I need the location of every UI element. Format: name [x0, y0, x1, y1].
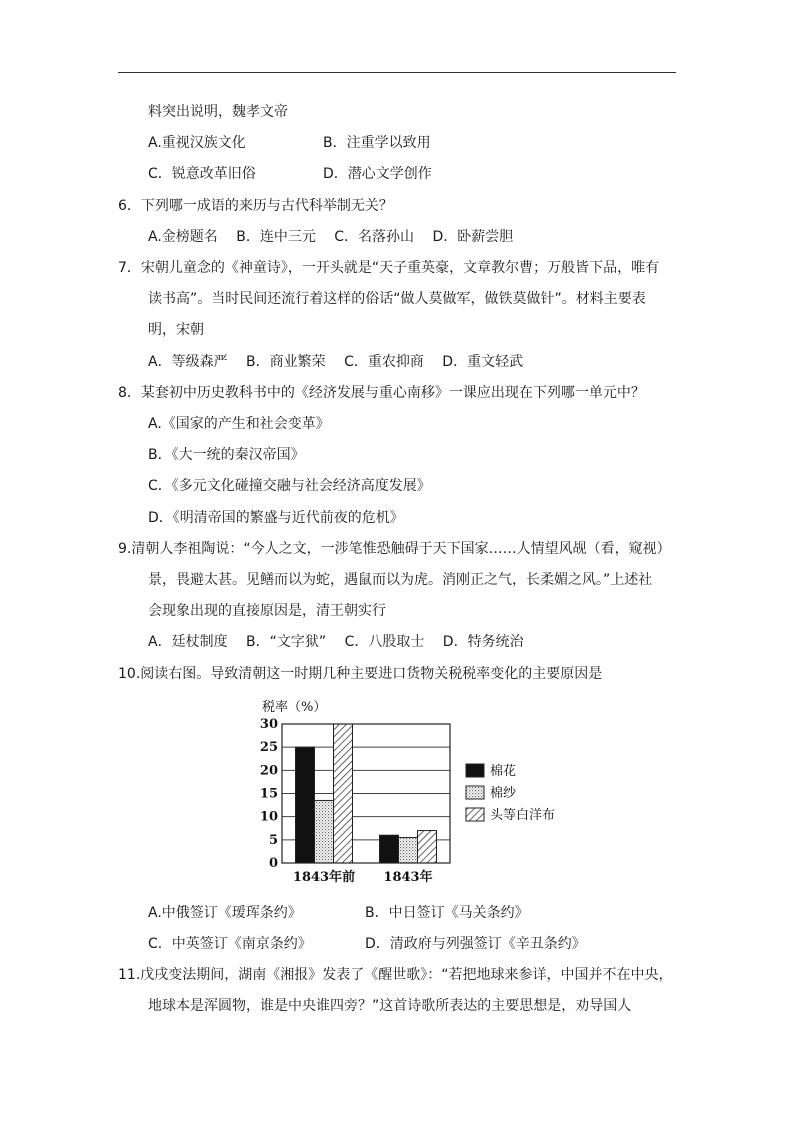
q5-option-a: A.重视汉族文化 [148, 135, 246, 151]
q7-options: A．等级森严 B．商业繁荣 C．重农抑商 D．重文轻武 [148, 354, 524, 370]
x-tick-0: 1843年前 [292, 870, 356, 885]
q9-stem-line1: 9.清朝人李祖陶说：“今人之文，一涉笔惟恐触碍于天下国家……人情望风觇（看，窥视） [118, 541, 671, 557]
y-tick-30: 30 [259, 717, 278, 732]
q5-option-b: B．注重学以致用 [323, 135, 431, 151]
bar-1-2 [418, 831, 437, 863]
bar-0-1 [315, 800, 334, 863]
q11-stem-line2: 地球本是浑圆物，谁是中央谁四旁？”这首诗歌所表达的主要思想是，劝导国人 [148, 998, 632, 1014]
q9-stem-line3: 会现象出现的直接原因是，清王朝实行 [148, 603, 386, 619]
x-tick-1: 1843年 [383, 870, 433, 885]
q9-stem-line2: 景，畏避太甚。见鳝而以为蛇，遇鼠而以为虎。消刚正之气，长柔媚之风。”上述社 [148, 572, 653, 588]
legend-swatch-0 [466, 764, 484, 777]
header-rule [118, 72, 676, 73]
q7-stem-line1: 7．宋朝儿童念的《神童诗》，一开头就是“天子重英豪，文章教尔曹；万般皆下品，唯有 [118, 260, 660, 276]
legend-label-2: 头等白洋布 [490, 808, 556, 823]
y-tick-5: 5 [268, 832, 278, 848]
q8-option-d: D．《明清帝国的繁盛与近代前夜的危机》 [148, 510, 404, 526]
q10-option-a: A.中俄签订《瑷珲条约》 [148, 905, 302, 921]
bar-0-2 [334, 724, 353, 863]
q8-stem: 8．某套初中历史教科书中的《经济发展与重心南移》一课应出现在下列哪一单元中？ [118, 385, 645, 401]
legend-label-1: 棉纱 [490, 786, 517, 801]
y-tick-20: 20 [259, 763, 278, 779]
q5-option-c: C．锐意改革旧俗 [148, 166, 256, 182]
q7-stem-line3: 明，宋朝 [148, 322, 204, 338]
legend-swatch-1 [466, 786, 484, 799]
q8-option-b: B．《大一统的秦汉帝国》 [148, 447, 305, 463]
q6-stem: 6．下列哪一成语的来历与古代科举制无关？ [118, 198, 393, 214]
bar-1-0 [380, 835, 399, 863]
q5-stem-tail: 料突出说明，魏孝文帝 [148, 104, 288, 120]
y-tick-15: 15 [259, 786, 278, 802]
q8-option-a: A.《国家的产生和社会变革》 [148, 416, 330, 432]
q10-option-c: C．中英签订《南京条约》 [148, 936, 312, 952]
y-tick-0: 0 [268, 856, 278, 871]
q9-options: A．廷杖制度 B．“文字狱” C．八股取士 D．特务统治 [148, 634, 524, 650]
q6-options: A.金榜题名 B．连中三元 C．名落孙山 D．卧薪尝胆 [148, 229, 514, 245]
tariff-bar-chart [256, 694, 556, 886]
q11-stem-line1: 11.戊戌变法期间，湖南《湘报》发表了《醒世歌》：“若把地球来参详，中国并不在中央， [118, 967, 673, 983]
q10-stem: 10.阅读右图。导致清朝这一时期几种主要进口货物关税税率变化的主要原因是 [118, 666, 603, 682]
legend-swatch-2 [466, 808, 484, 821]
y-axis-label: 税率（%） [262, 700, 327, 715]
q10-option-d: D．清政府与列强签订《辛丑条约》 [365, 936, 586, 952]
chart-svg [256, 694, 556, 886]
q8-option-c: C．《多元文化碰撞交融与社会经济高度发展》 [148, 478, 431, 494]
bar-1-1 [399, 838, 418, 863]
y-tick-10: 10 [259, 809, 278, 825]
q5-option-d: D．潜心文学创作 [323, 166, 432, 182]
bar-0-0 [296, 747, 315, 863]
q10-option-b: B．中日签订《马关条约》 [365, 905, 529, 921]
legend-label-0: 棉花 [490, 764, 517, 779]
y-tick-25: 25 [259, 740, 278, 756]
q7-stem-line2: 读书高”。当时民间还流行着这样的俗话“做人莫做军，做铁莫做针”。材料主要表 [148, 291, 646, 307]
